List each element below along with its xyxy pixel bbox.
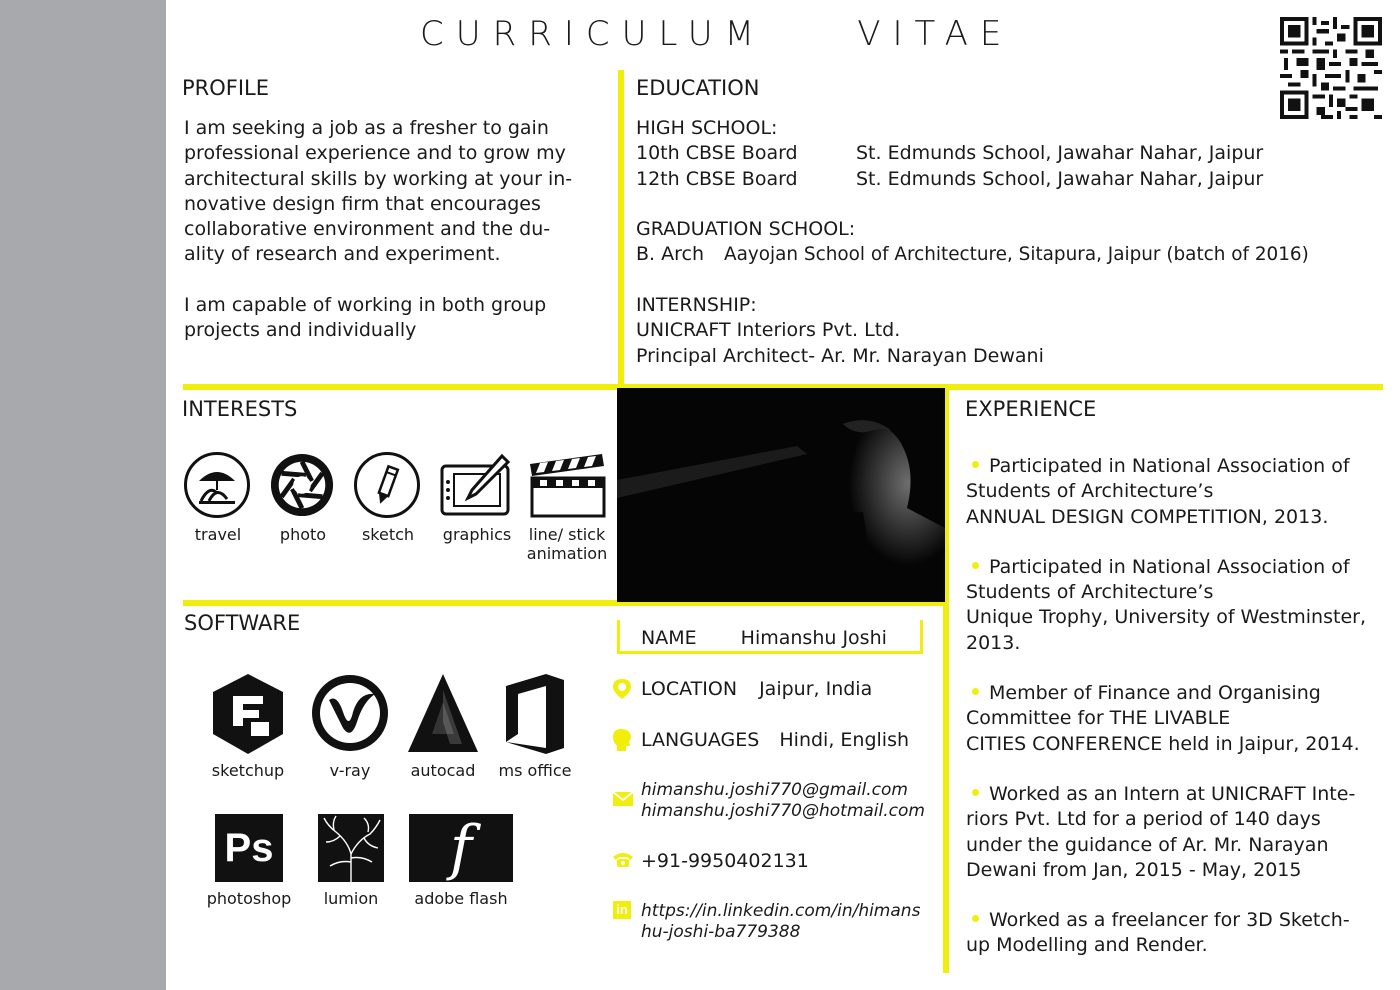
interest-label-2: animation [526,544,608,563]
name-row [641,627,887,649]
location-label: LOCATION [641,678,738,700]
beach-umbrella-icon [184,452,250,518]
education-heading: EDUCATION [636,76,760,100]
profile-text [184,116,614,343]
photoshop-icon: Ps [215,814,283,882]
software-autocad [398,672,488,780]
software-label: lumion [323,889,379,908]
languages-head-icon [612,728,632,756]
linkedin-url[interactable]: https://in.linkedin.com/in/himans hu-joshi-ba779388 [641,901,921,942]
languages-row [641,729,909,751]
interest-label: graphics [442,525,512,544]
graduation-school: Aayojan School of Architecture, Sitapura, Jaipur (batch of 2016) [724,244,1309,266]
email-gmail[interactable]: himanshu.joshi770@gmail.com [641,780,908,800]
profile-heading: PROFILE [182,76,270,100]
internship-principal: Principal Architect- Ar. Mr. Narayan Dewani [636,344,1044,367]
interest-travel [184,452,252,544]
autocad-icon [398,672,488,758]
profile-line: I am seeking a job as a fresher to gain [184,117,549,139]
experience-heading: EXPERIENCE [965,397,1097,421]
software-label: adobe flash [414,889,508,908]
interests-heading: INTERESTS [182,397,298,421]
bullet-icon [972,789,979,796]
bullet-icon [972,562,979,569]
profile-line: ality of research and experiment. [184,243,501,266]
internship-company: UNICRAFT Interiors Pvt. Ltd. [636,319,901,342]
lumion-icon [318,814,384,882]
interest-graphics [440,452,514,544]
location-row [641,678,872,700]
profile-photo [617,388,945,602]
internship-label: INTERNSHIP: [636,294,757,317]
profile-line: architectural skills by working at your in- [184,167,573,190]
bullet-icon [972,915,979,922]
camera-aperture-icon [269,452,335,518]
page-title: CURRICULUM VITAE [420,14,1014,54]
high-school-row [636,141,1386,166]
profile-line: I am capable of working in both group [184,293,547,316]
phone-number[interactable]: +91-9950402131 [641,850,809,872]
interest-animation [524,452,610,563]
interest-label: line/ stick [528,525,606,544]
interest-label: sketch [361,525,415,544]
experience-item: Worked as a freelancer for 3D Sketch- up Modelling and Render. [966,909,1350,957]
name-label: NAME [641,627,697,649]
experience-item: Member of Finance and Organising Committee for THE LIVABLE CITIES CONFERENCE held in Jaipur, 2014. [966,682,1360,755]
education-block [636,116,1386,369]
pencil-icon [354,452,420,518]
school: St. Edmunds School, Jawahar Nahar, Jaipur [856,167,1264,190]
software-sketchup [204,672,292,780]
software-heading: SOFTWARE [184,611,301,635]
school: St. Edmunds School, Jawahar Nahar, Jaipur [856,142,1264,165]
interest-photo [269,452,337,544]
languages-value: Hindi, English [779,729,910,751]
software-label: photoshop [206,889,292,908]
high-school-label: HIGH SCHOOL: [636,117,778,139]
phone-icon [612,851,634,871]
sketchup-icon [204,672,292,758]
software-label: sketchup [211,761,285,780]
languages-label: LANGUAGES [641,729,760,751]
experience-item: Participated in National Association of Students of Architecture’s Unique Trophy, University of Westminster, 2013. [966,555,1366,654]
software-adobe-flash [404,814,518,908]
name-value: Himanshu Joshi [740,627,887,649]
software-photoshop [204,814,294,908]
software-vray [306,672,394,780]
experience-item: Worked as an Intern at UNICRAFT Inte- riors Pvt. Ltd for a period of 140 days under the guidance of Ar. Mr. Narayan Dewani from Jan, 2015 - May, 2015 [966,782,1356,881]
software-label: v-ray [329,761,371,780]
board: 10th CBSE Board [636,142,798,165]
experience-list [966,454,1396,959]
board: 12th CBSE Board [636,167,798,190]
ms-office-icon [492,672,578,758]
bullet-icon [972,688,979,695]
software-label: ms office [498,761,572,780]
graduation-label: GRADUATION SCHOOL: [636,218,856,241]
email-envelope-icon [613,791,633,810]
clapperboard-icon [524,452,610,518]
adobe-flash-icon: f [409,814,513,882]
qr-code-icon [1280,17,1382,119]
degree: B. Arch [636,243,704,266]
high-school-row [636,167,1386,192]
email-list [641,780,925,822]
divider-vertical-top [618,70,624,388]
interest-label: travel [194,525,242,544]
left-sidebar-band [0,0,166,990]
profile-line: projects and individually [184,319,417,342]
graduation-row [636,242,1386,267]
experience-item: Participated in National Association of Students of Architecture’s ANNUAL DESIGN COMPETITION, 2013. [966,455,1350,528]
profile-line: professional experience and to grow my [184,142,566,165]
location-pin-icon [612,678,632,704]
interest-label: photo [279,525,327,544]
profile-line [184,268,614,293]
software-lumion [306,814,396,908]
profile-line: novative design firm that encourages [184,192,541,215]
profile-line: collaborative environment and the du- [184,218,551,241]
software-ms-office [492,672,578,780]
vray-icon [306,672,394,758]
interest-sketch [354,452,422,544]
email-hotmail[interactable]: himanshu.joshi770@hotmail.com [641,801,925,821]
linkedin-icon: in [613,901,631,919]
software-label: autocad [410,761,476,780]
graphics-tablet-icon [440,452,514,518]
location-value: Jaipur, India [759,678,873,700]
bullet-icon [972,461,979,468]
